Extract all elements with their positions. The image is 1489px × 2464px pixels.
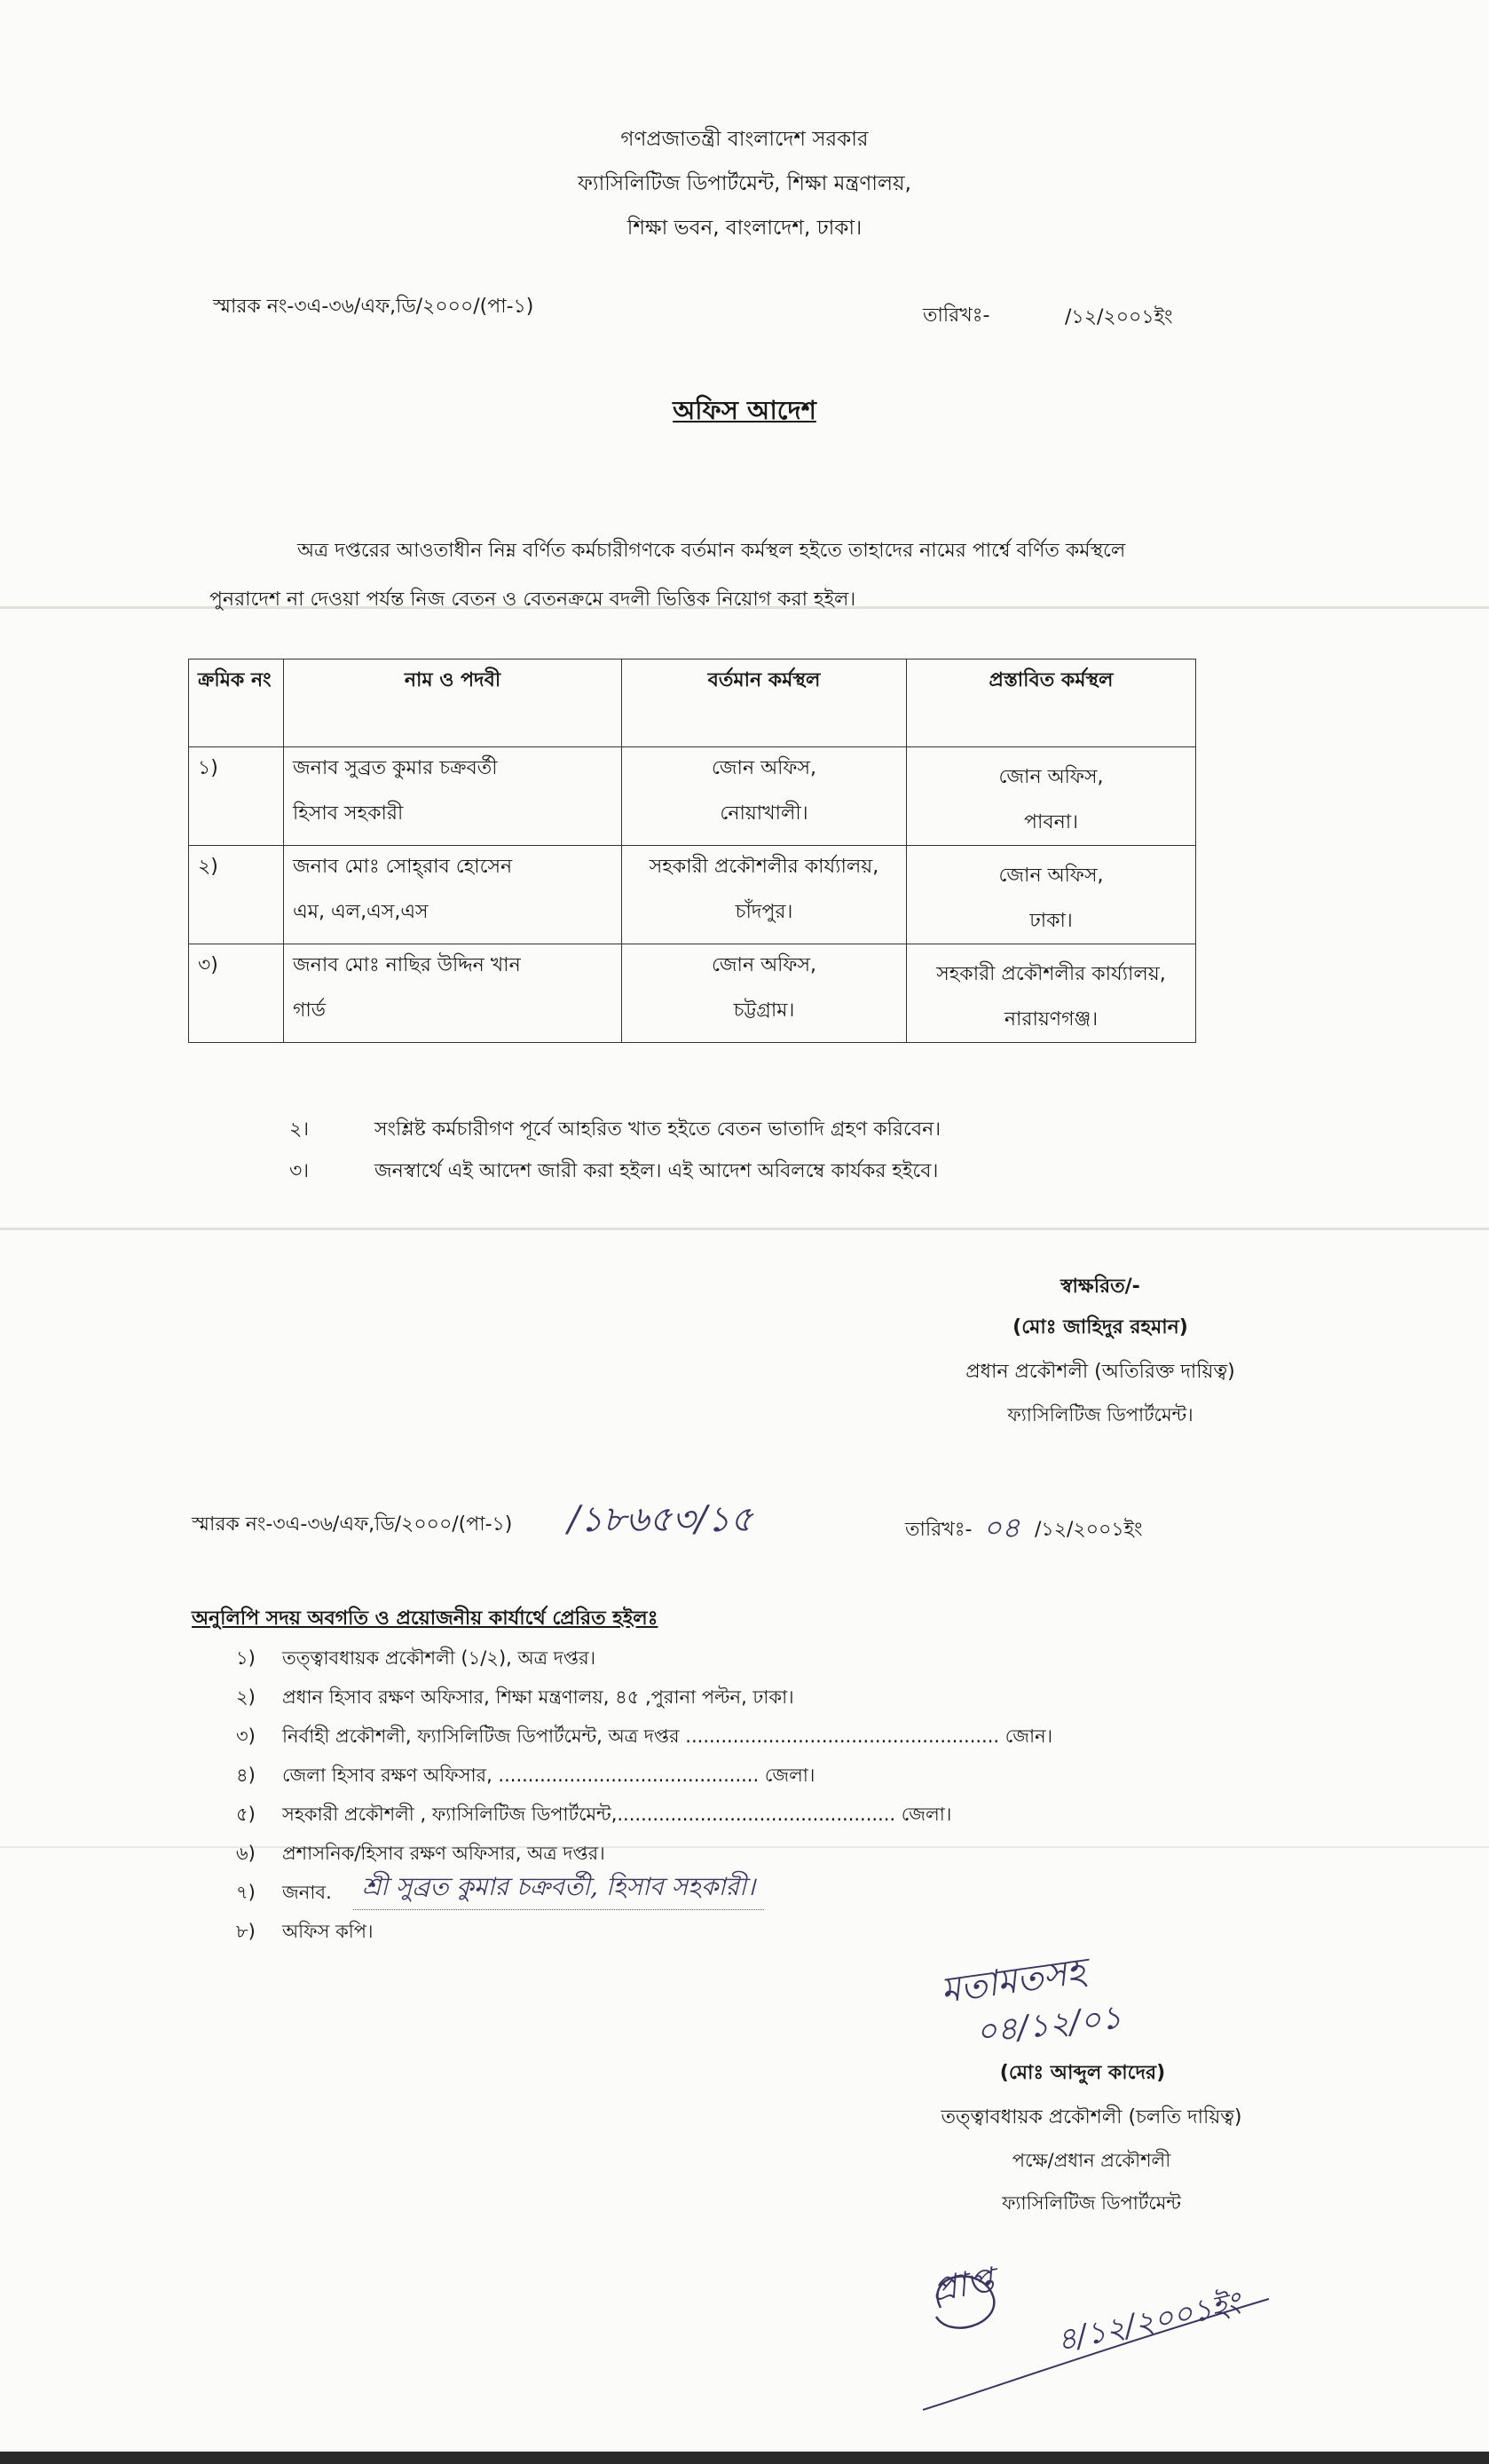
current-office: জোন অফিস, xyxy=(711,954,817,976)
point-text: জনস্বার্থে এই আদেশ জারী করা হইল। এই আদেশ অবিলম্বে কার্যকর হইবে। xyxy=(374,1160,939,1182)
employee-post: গার্ড xyxy=(293,999,326,1022)
employee-post: হিসাব সহকারী xyxy=(293,802,404,825)
table-row xyxy=(189,747,1196,846)
cell-serial: ২) xyxy=(189,846,284,944)
signatory2-name: (মোঃ আব্দুল কাদের) xyxy=(999,2062,1166,2084)
signatory-name: (মোঃ জাহিদুর রহমান) xyxy=(1012,1316,1188,1339)
memo-date-label: তারিখঃ- xyxy=(923,304,990,327)
employee-name: জনাব মোঃ সোহ্‌রাব হোসেন xyxy=(293,856,513,878)
header-govt: গণপ্রজাতন্ত্রী বাংলাদেশ সরকার xyxy=(620,128,869,151)
copy-item: সহকারী প্রকৌশলী , ফ্যাসিলিটিজ ডিপার্টমেন্ট,............................................... জেলা। xyxy=(282,1804,952,1825)
proposed-office: সহকারী প্রকৌশলীর কার্য্যালয়, xyxy=(936,963,1166,985)
handwritten-memo-number: /১৮৬৫৩/১৫ xyxy=(568,1499,753,1540)
current-place: নোয়াখালী। xyxy=(720,802,808,825)
signed-label: স্বাক্ষরিত/- xyxy=(1060,1275,1140,1298)
copy-number: ৫) xyxy=(236,1804,256,1825)
copy-number: ১) xyxy=(236,1647,256,1669)
current-place: চট্টগ্রাম। xyxy=(733,999,795,1022)
header-department: ফ্যাসিলিটিজ ডিপার্টমেন্ট, শিক্ষা মন্ত্রণালয়, xyxy=(578,172,911,195)
cell-serial: ১) xyxy=(189,747,284,846)
cell-proposed xyxy=(907,944,1196,1043)
copy-item: অফিস কপি। xyxy=(282,1921,374,1942)
point-number: ৩। xyxy=(289,1160,310,1182)
proposed-office: জোন অফিস, xyxy=(998,766,1104,788)
cell-name xyxy=(284,944,622,1043)
copy-number: ২) xyxy=(236,1686,256,1708)
table-header-row xyxy=(189,659,1196,747)
handwritten-date: ০৪ xyxy=(983,1511,1020,1544)
point-text: সংশ্লিষ্ট কর্মচারীগণ পূর্বে আহরিত খাত হইতে বেতন ভাতাদি গ্রহণ করিবেন। xyxy=(374,1118,941,1141)
col-proposed: প্রস্তাবিত কর্মস্থল xyxy=(907,659,1196,747)
copy-item: জনাব. xyxy=(282,1882,332,1903)
copy-number: ৭) xyxy=(236,1882,256,1903)
handwritten-receipt-date: ৪/১২/২০০১ইং xyxy=(1053,2285,1244,2359)
point-number: ২। xyxy=(289,1118,310,1141)
employee-name: জনাব মোঃ নাছির উদ্দিন খান xyxy=(293,954,521,976)
handwritten-receipt-signature: প্রাপ্ত xyxy=(928,2260,997,2310)
memo-date: /১২/২০০১ইং xyxy=(1065,306,1173,328)
signatory2-designation: তত্ত্বাবধায়ক প্রকৌশলী (চলতি দায়িত্ব) xyxy=(941,2106,1242,2128)
proposed-place: ঢাকা। xyxy=(1029,910,1073,932)
col-serial: ক্রমিক নং xyxy=(189,659,284,747)
copy-number: ৮) xyxy=(236,1921,256,1942)
signatory-department: ফ্যাসিলিটিজ ডিপার্টমেন্ট। xyxy=(1007,1404,1194,1425)
handwritten-signature-date: ০৪/১২/০১ xyxy=(974,1999,1123,2051)
page-title: অফিস আদেশ xyxy=(673,395,816,425)
page-bottom-edge xyxy=(0,2452,1489,2464)
paper-fold xyxy=(0,1846,1489,1848)
signatory-designation: প্রধান প্রকৌশলী (অতিরিক্ত দায়িত্ব) xyxy=(965,1361,1235,1383)
signatory2-department: ফ্যাসিলিটিজ ডিপার্টমেন্ট xyxy=(1002,2192,1181,2214)
signatory2-on-behalf: পক্ষে/প্রধান প্রকৌশলী xyxy=(1012,2150,1171,2171)
paper-fold xyxy=(0,1228,1489,1230)
memo2-date-label: তারিখঃ- xyxy=(905,1519,973,1541)
cell-name xyxy=(284,846,622,944)
cell-name xyxy=(284,747,622,846)
memo2-reference: স্মারক নং-৩এ-৩৬/এফ,ডি/২০০০/(পা-১) xyxy=(192,1513,513,1536)
copy-number: ৩) xyxy=(236,1726,256,1747)
copy-item: তত্ত্বাবধায়ক প্রকৌশলী (১/২), অত্র দপ্তর। xyxy=(282,1647,596,1669)
handwritten-signature: মতামতসহ xyxy=(938,1950,1088,2012)
transfer-table xyxy=(188,659,1196,1043)
proposed-office: জোন অফিস, xyxy=(998,865,1104,887)
header-address: শিক্ষা ভবন, বাংলাদেশ, ঢাকা। xyxy=(626,217,863,240)
signature-scribble xyxy=(914,2255,1287,2423)
col-name: নাম ও পদবী xyxy=(284,659,622,747)
cell-serial: ৩) xyxy=(189,944,284,1043)
intro-line-1: অত্র দপ্তরের আওতাধীন নিম্ন বর্ণিত কর্মচারীগণকে বর্তমান কর্মস্থল হইতে তাহাদের নামের পার্শ্বে বর্ণিত কর্মস্থলে xyxy=(297,540,1126,562)
copy-number: ৪) xyxy=(236,1765,256,1786)
copy-heading: অনুলিপি সদয় অবগতি ও প্রয়োজনীয় কার্যার্থে প্রেরিত হইলঃ xyxy=(192,1607,658,1630)
proposed-place: নারায়ণগঞ্জ। xyxy=(1004,1008,1099,1031)
cell-current xyxy=(622,846,907,944)
copy-item: জেলা হিসাব রক্ষণ অফিসার, ............................................ জেলা। xyxy=(282,1765,815,1786)
col-current: বর্তমান কর্মস্থল xyxy=(622,659,907,747)
copy-item: প্রশাসনিক/হিসাব রক্ষণ অফিসার, অত্র দপ্তর। xyxy=(282,1843,605,1864)
current-office: সহকারী প্রকৌশলীর কার্য্যালয়, xyxy=(649,856,879,878)
cell-current xyxy=(622,747,907,846)
table-row xyxy=(189,846,1196,944)
copy-item: নির্বাহী প্রকৌশলী, ফ্যাসিলিটিজ ডিপার্টমেন্ট, অত্র দপ্তর ..................................................... জোন। xyxy=(282,1726,1053,1747)
current-office: জোন অফিস, xyxy=(711,757,817,779)
table-row xyxy=(189,944,1196,1043)
cell-proposed xyxy=(907,846,1196,944)
employee-name: জনাব সুব্রত কুমার চক্রবর্তী xyxy=(293,757,498,779)
memo-reference: স্মারক নং-৩এ-৩৬/এফ,ডি/২০০০/(পা-১) xyxy=(213,296,534,318)
intro-line-2: পুনরাদেশ না দেওয়া পর্যন্ত নিজ বেতন ও বেতনক্রমে বদলী ভিত্তিক নিয়োগ করা হইল। xyxy=(209,588,856,611)
cell-proposed xyxy=(907,747,1196,846)
handwritten-recipient: শ্রী সুব্রত কুমার চক্রবর্তী, হিসাব সহকারী। xyxy=(353,1868,764,1910)
copy-item: প্রধান হিসাব রক্ষণ অফিসার, শিক্ষা মন্ত্রণালয়, ৪৫ ,পুরানা পল্টন, ঢাকা। xyxy=(282,1686,794,1708)
memo2-date-suffix: /১২/২০০১ইং xyxy=(1035,1519,1143,1541)
copy-number: ৬) xyxy=(236,1843,256,1864)
current-place: চাঁদপুর। xyxy=(735,901,793,923)
proposed-place: পাবনা। xyxy=(1024,811,1078,833)
employee-post: এম, এল,এস,এস xyxy=(293,901,429,923)
cell-current xyxy=(622,944,907,1043)
